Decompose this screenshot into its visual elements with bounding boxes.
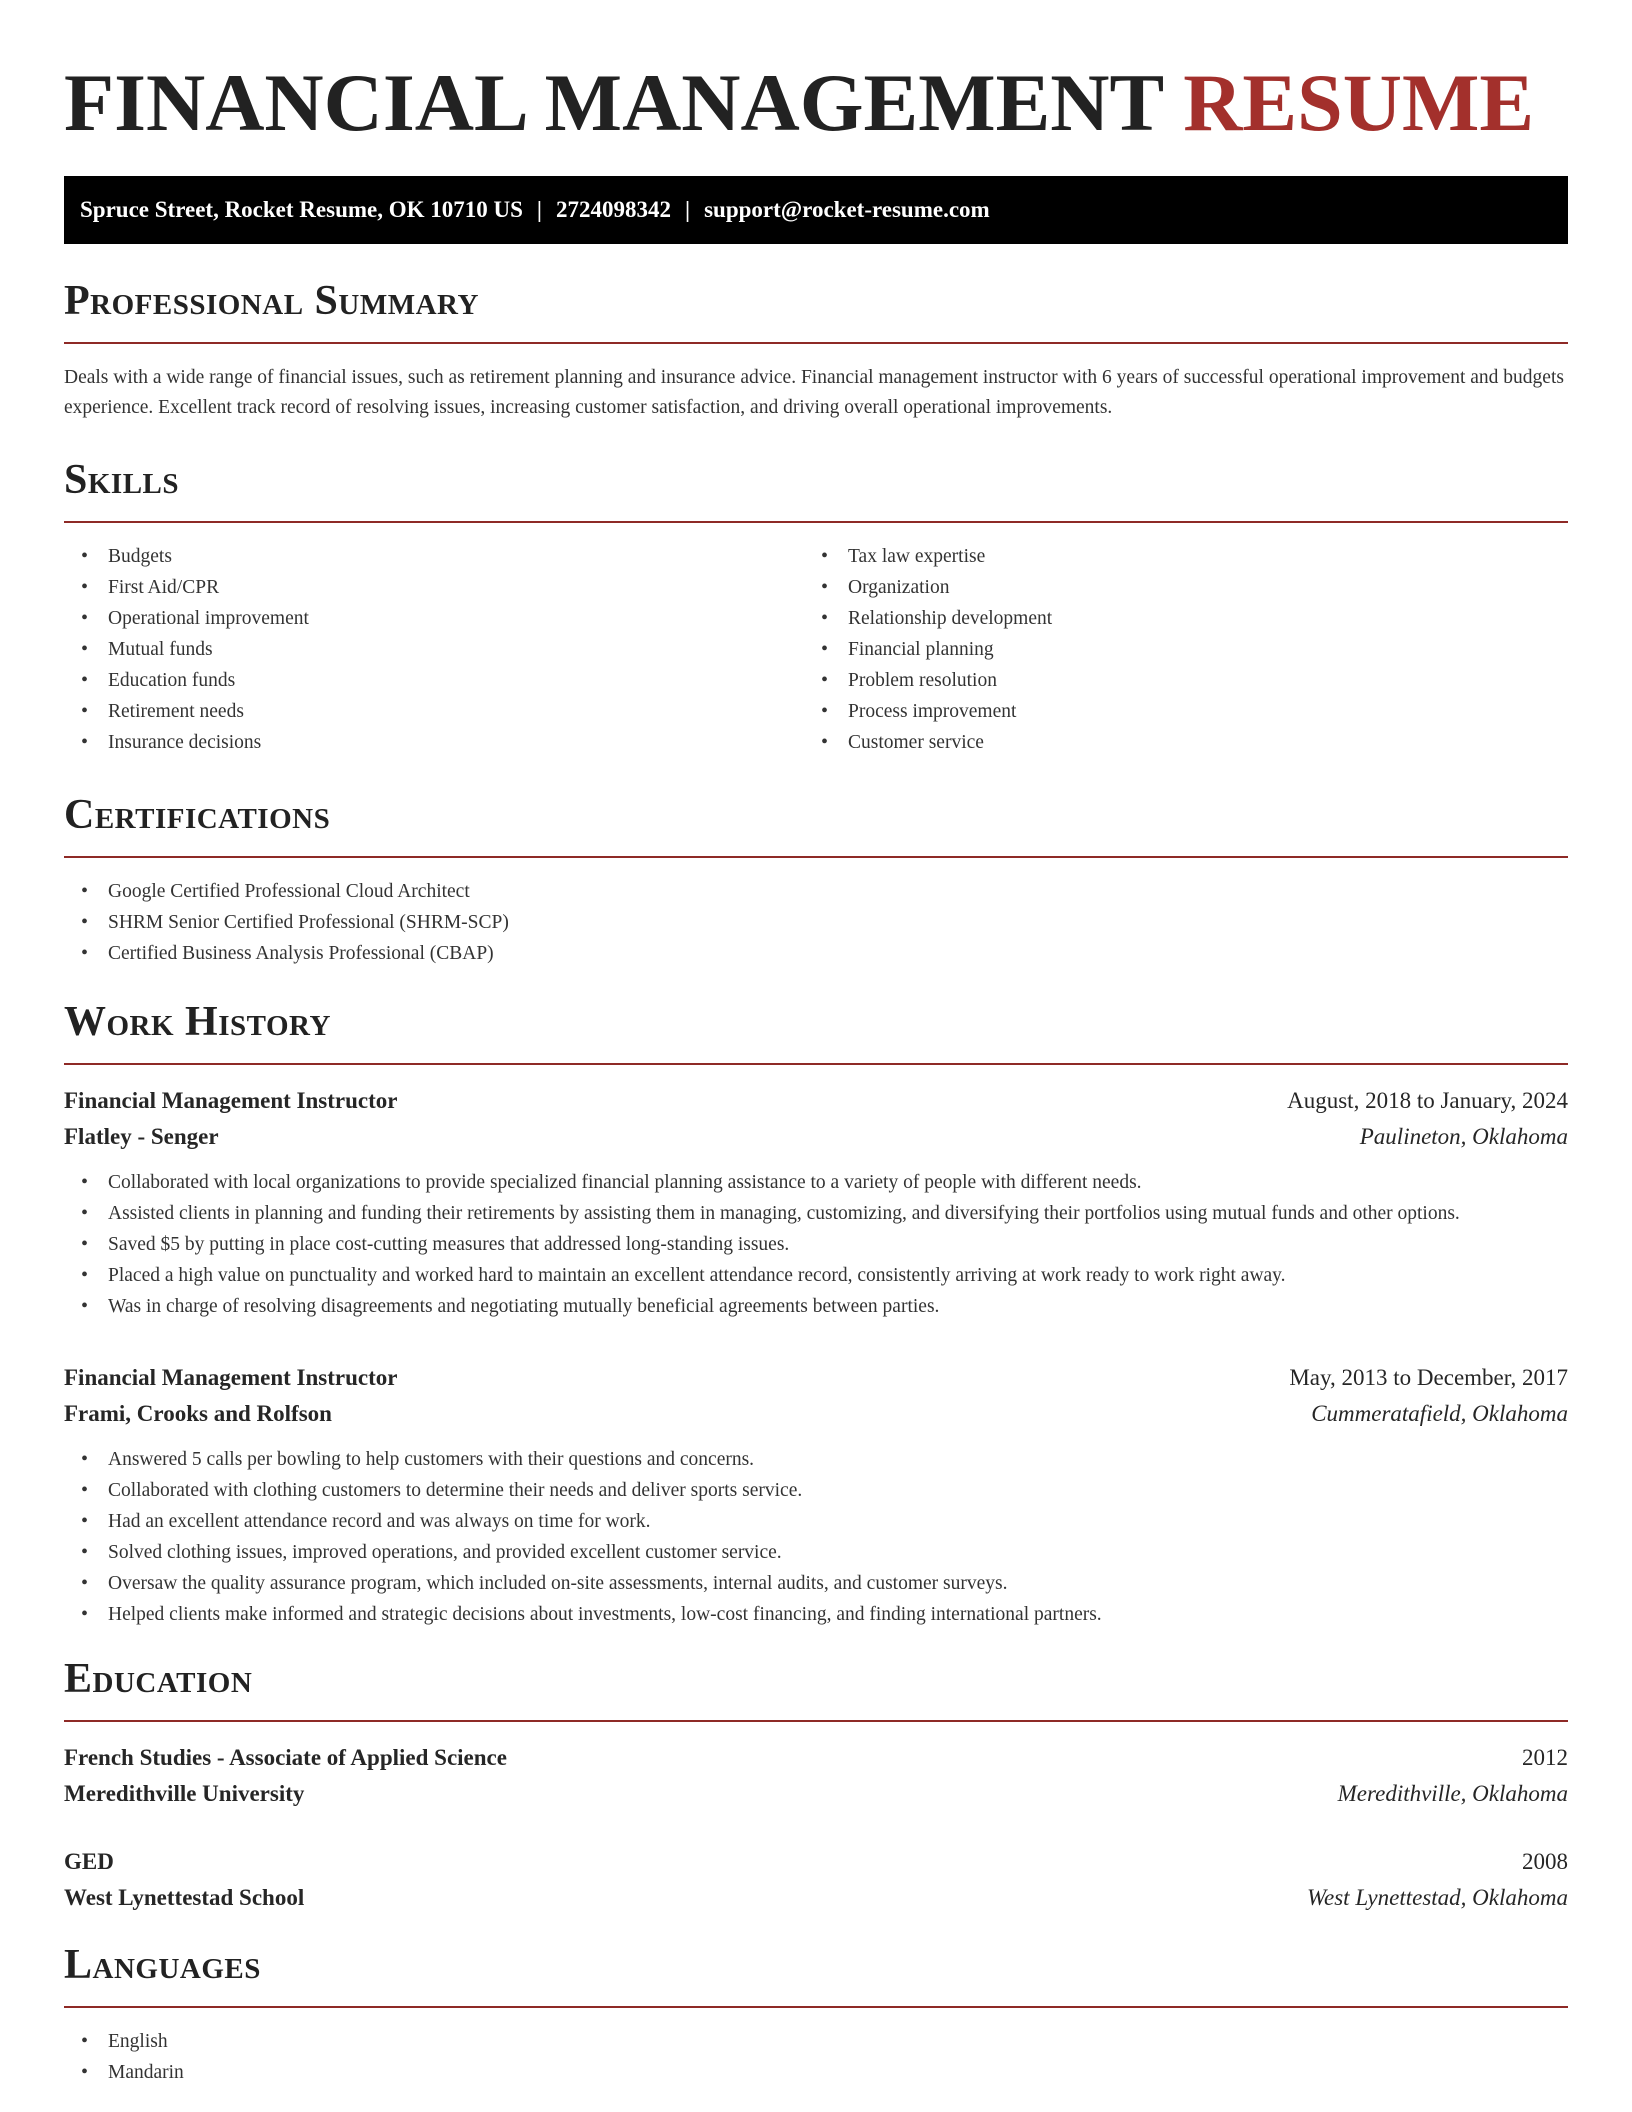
section-divider: [64, 521, 1568, 523]
job-bullet: • Saved $5 by putting in place cost-cutting measures that addressed long-standing issues.: [64, 1229, 1568, 1260]
education-school-row: [64, 1776, 1568, 1812]
job-bullets: [64, 1444, 1568, 1630]
job-header-row: [64, 1360, 1568, 1396]
skill-item: • Operational improvement: [64, 603, 804, 634]
languages-heading: Languages: [64, 1942, 261, 1988]
job-company: Flatley - Senger: [64, 1124, 219, 1149]
job-bullet: • Solved clothing issues, improved operations, and provided excellent customer service.: [64, 1537, 1568, 1568]
languages-list: [64, 2026, 1568, 2088]
skills-heading: Skills: [64, 457, 180, 503]
skill-item: • Budgets: [64, 541, 804, 572]
job-bullet: • Was in charge of resolving disagreements and negotiating mutually beneficial agreements between parties.: [64, 1291, 1568, 1322]
education-school: West Lynettestad School: [64, 1885, 305, 1910]
skill-item: • First Aid/CPR: [64, 572, 804, 603]
education-heading: Education: [64, 1656, 253, 1702]
certification-item: • SHRM Senior Certified Professional (SHRM-SCP): [64, 907, 1568, 938]
work-history-heading: Work History: [64, 999, 331, 1045]
certifications-list: [64, 876, 1568, 969]
job-bullet: • Placed a high value on punctuality and worked hard to maintain an excellent attendance record, consistently arriving at work ready to work right away.: [64, 1260, 1568, 1291]
job-title: Financial Management Instructor: [64, 1365, 398, 1390]
education-year: 2008: [1522, 1849, 1568, 1874]
skill-item: • Retirement needs: [64, 696, 804, 727]
skills-list-left: [64, 541, 804, 758]
education-header-row: [64, 1740, 1568, 1776]
skill-item: • Problem resolution: [804, 665, 1544, 696]
contact-email: support@rocket-resume.com: [704, 197, 990, 222]
education-entry: [64, 1844, 1568, 1916]
language-item: • English: [64, 2026, 1568, 2057]
education-entry: [64, 1740, 1568, 1812]
certification-item: • Google Certified Professional Cloud Architect: [64, 876, 1568, 907]
work-history-section: [64, 997, 1568, 1630]
skill-item: • Organization: [804, 572, 1544, 603]
job-bullet: • Oversaw the quality assurance program, which included on-site assessments, internal audits, and customer surveys.: [64, 1568, 1568, 1599]
job-dates: August, 2018 to January, 2024: [1287, 1088, 1568, 1113]
title-main: FINANCIAL MANAGEMENT: [64, 57, 1163, 148]
section-divider: [64, 2006, 1568, 2008]
job-bullet: • Had an excellent attendance record and was always on time for work.: [64, 1506, 1568, 1537]
section-divider: [64, 1063, 1568, 1065]
education-degree: GED: [64, 1849, 114, 1874]
skills-columns: [64, 541, 1568, 758]
education-degree: French Studies - Associate of Applied Science: [64, 1745, 507, 1770]
section-divider: [64, 856, 1568, 858]
language-item: • Mandarin: [64, 2057, 1568, 2088]
job-company: Frami, Crooks and Rolfson: [64, 1401, 332, 1426]
title-accent: RESUME: [1183, 57, 1535, 148]
section-divider: [64, 342, 1568, 344]
summary-text: Deals with a wide range of financial issues, such as retirement planning and insurance advice. Financial management instructor with 6 years of successful operational improvement and budgets experience. Excellent track record of resolving issues, increasing customer satisfaction, and driving overall operational improvements.: [64, 367, 1564, 418]
education-school-row: [64, 1880, 1568, 1916]
skills-list-right: [804, 541, 1544, 758]
contact-address: Spruce Street, Rocket Resume, OK 10710 US: [80, 197, 523, 222]
contact-phone: 2724098342: [556, 197, 671, 222]
contact-bar: [64, 176, 1568, 244]
skill-item: • Education funds: [64, 665, 804, 696]
job-bullet: • Answered 5 calls per bowling to help customers with their questions and concerns.: [64, 1444, 1568, 1475]
summary-section: [64, 276, 1568, 423]
skill-item: • Customer service: [804, 727, 1544, 758]
education-school: Meredithville University: [64, 1781, 305, 1806]
certification-item: • Certified Business Analysis Professional (CBAP): [64, 938, 1568, 969]
job-location: Paulineton, Oklahoma: [1359, 1124, 1568, 1149]
education-year: 2012: [1522, 1745, 1568, 1770]
skill-item: • Process improvement: [804, 696, 1544, 727]
job-bullet: • Assisted clients in planning and funding their retirements by assisting them in managing, customizing, and diversifying their portfolios using mutual funds and other options.: [64, 1198, 1568, 1229]
job-bullets: [64, 1167, 1568, 1322]
skills-section: [64, 455, 1568, 758]
resume-title: [64, 0, 1568, 148]
summary-heading: Professional Summary: [64, 278, 479, 324]
certifications-heading: Certifications: [64, 792, 331, 838]
job-dates: May, 2013 to December, 2017: [1289, 1365, 1568, 1390]
job-bullet: • Helped clients make informed and strategic decisions about investments, low-cost financing, and finding international partners.: [64, 1599, 1568, 1630]
job-location: Cummeratafield, Oklahoma: [1311, 1401, 1568, 1426]
skill-item: • Relationship development: [804, 603, 1544, 634]
job-header-row: [64, 1083, 1568, 1119]
education-section: [64, 1654, 1568, 1916]
job-title: Financial Management Instructor: [64, 1088, 398, 1113]
skill-item: • Mutual funds: [64, 634, 804, 665]
skill-item: • Financial planning: [804, 634, 1544, 665]
job-company-row: [64, 1119, 1568, 1155]
job-bullet: • Collaborated with clothing customers to determine their needs and deliver sports service.: [64, 1475, 1568, 1506]
job-bullet: • Collaborated with local organizations to provide specialized financial planning assistance to a variety of people with different needs.: [64, 1167, 1568, 1198]
skill-item: • Tax law expertise: [804, 541, 1544, 572]
section-divider: [64, 1720, 1568, 1722]
job-entry: [64, 1083, 1568, 1322]
contact-separator: |: [536, 197, 542, 222]
skill-item: • Insurance decisions: [64, 727, 804, 758]
languages-section: [64, 1940, 1568, 2088]
job-entry: [64, 1360, 1568, 1630]
job-company-row: [64, 1396, 1568, 1432]
certifications-section: [64, 790, 1568, 969]
education-header-row: [64, 1844, 1568, 1880]
education-location: West Lynettestad, Oklahoma: [1306, 1885, 1568, 1910]
education-location: Meredithville, Oklahoma: [1337, 1781, 1568, 1806]
contact-separator: |: [685, 197, 691, 222]
